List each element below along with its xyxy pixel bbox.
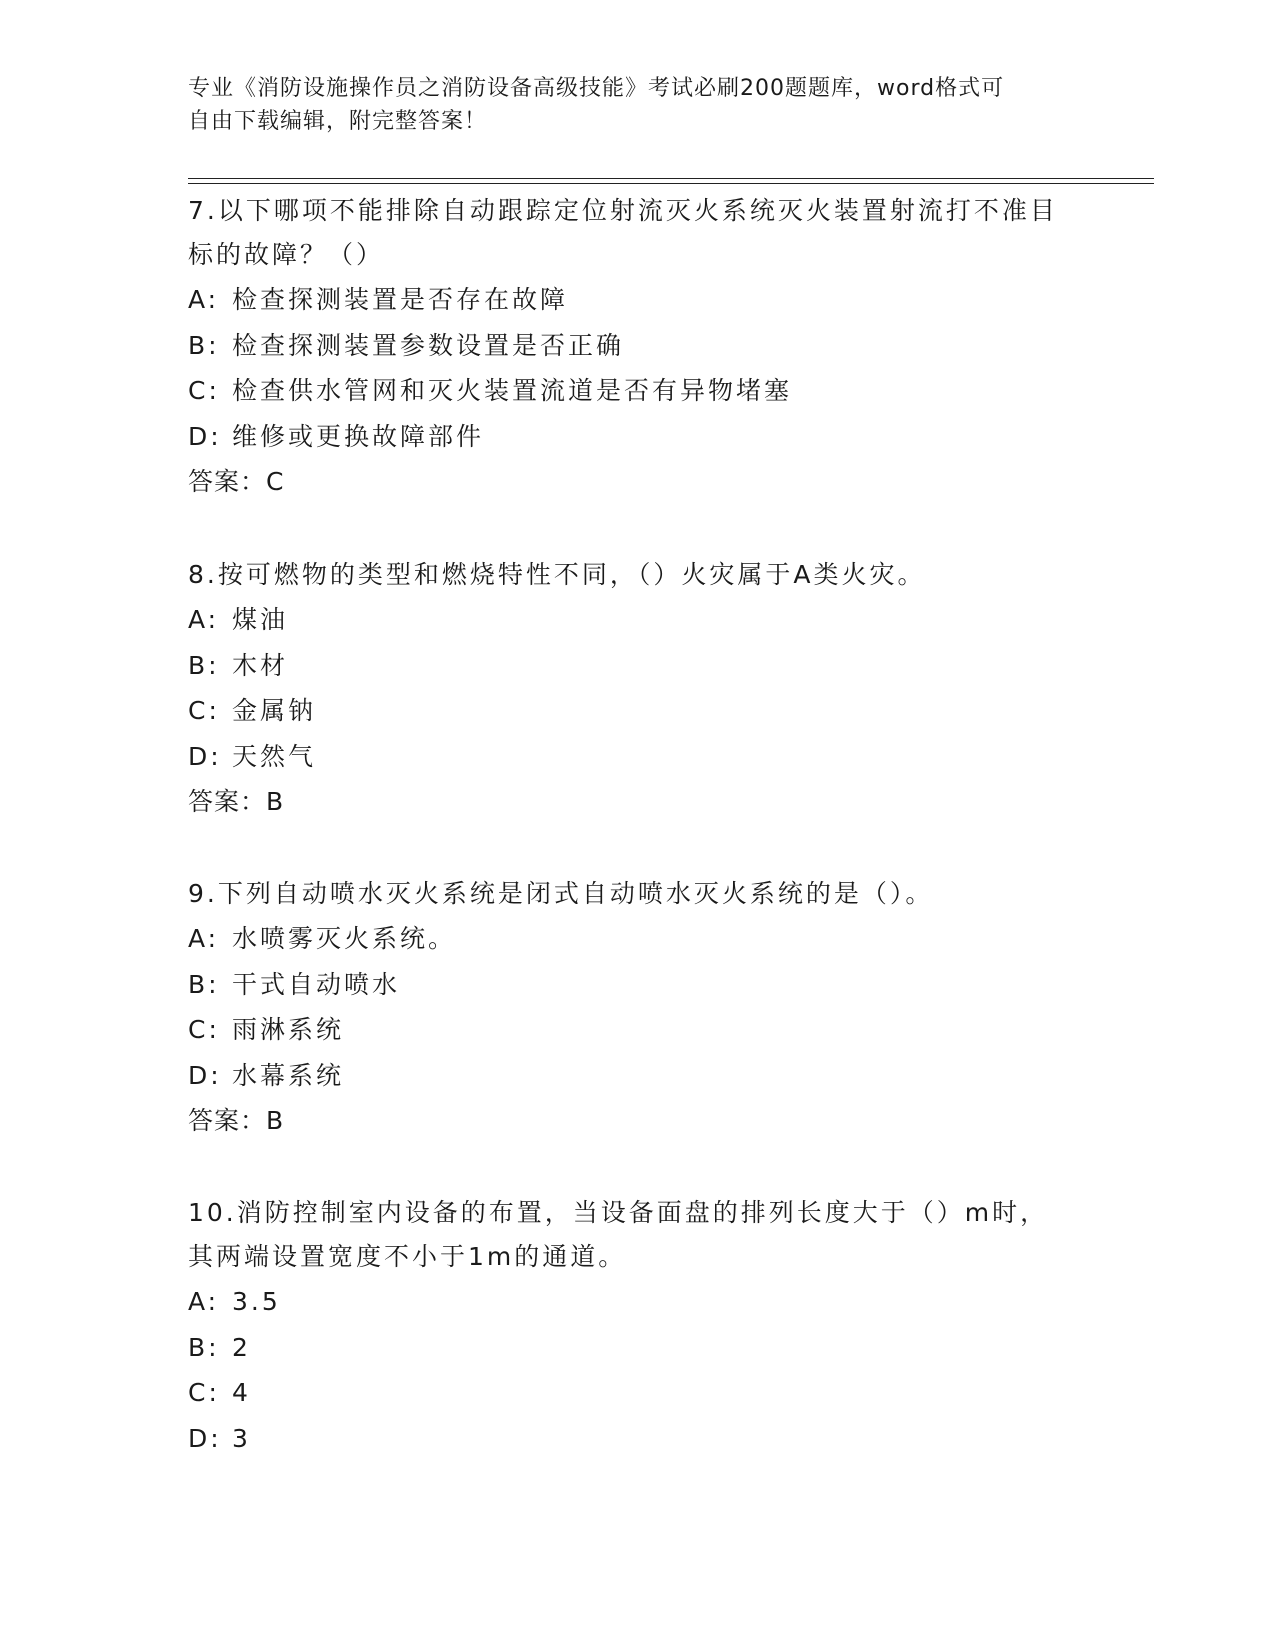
option-text: 木材 bbox=[232, 650, 289, 680]
option-b bbox=[188, 1325, 1068, 1371]
option-letter: A: bbox=[188, 285, 220, 314]
question-stem: 10.消防控制室内设备的布置，当设备面盘的排列长度大于（）m时，其两端设置宽度不小于1m的通道。 bbox=[188, 1198, 1049, 1271]
option-text: 煤油 bbox=[232, 605, 289, 634]
option-a bbox=[188, 1279, 1068, 1325]
answer-line: 答案：C bbox=[188, 467, 285, 496]
question-8 bbox=[188, 553, 1068, 825]
option-b bbox=[188, 323, 1068, 369]
document-header bbox=[188, 72, 1068, 138]
option-b bbox=[188, 962, 1068, 1008]
option-d bbox=[188, 414, 1068, 460]
option-letter: B: bbox=[188, 330, 220, 360]
option-letter: B: bbox=[188, 969, 220, 999]
option-letter: B: bbox=[188, 1332, 220, 1362]
answer-line: 答案：B bbox=[188, 787, 285, 816]
option-c bbox=[188, 688, 1068, 734]
question-stem: 7.以下哪项不能排除自动跟踪定位射流灭火系统灭火装置射流打不准目标的故障？（） bbox=[188, 196, 1058, 269]
header-divider-bottom bbox=[188, 183, 1154, 184]
option-text: 检查供水管网和灭火装置流道是否有异物堵塞 bbox=[232, 376, 793, 405]
option-letter: D: bbox=[188, 1423, 222, 1453]
option-text: 3 bbox=[232, 1423, 251, 1453]
option-text: 雨淋系统 bbox=[232, 1015, 345, 1044]
option-c bbox=[188, 1370, 1068, 1416]
option-d bbox=[188, 1416, 1068, 1462]
option-c bbox=[188, 368, 1068, 414]
option-text: 3.5 bbox=[232, 1287, 281, 1316]
option-text: 干式自动喷水 bbox=[232, 969, 401, 999]
option-text: 金属钠 bbox=[232, 696, 317, 725]
question-stem: 8.按可燃物的类型和燃烧特性不同，（）火灾属于A类火灾。 bbox=[188, 560, 926, 589]
option-letter: C: bbox=[188, 1015, 220, 1044]
header-divider-top bbox=[188, 178, 1154, 179]
option-text: 水幕系统 bbox=[232, 1060, 345, 1090]
option-d bbox=[188, 1053, 1068, 1099]
option-d bbox=[188, 734, 1068, 780]
question-9 bbox=[188, 872, 1068, 1144]
option-text: 检查探测装置参数设置是否正确 bbox=[232, 330, 625, 360]
option-a bbox=[188, 277, 1068, 323]
header-line-2: 自由下载编辑，附完整答案！ bbox=[188, 109, 488, 134]
answer-line: 答案：B bbox=[188, 1106, 285, 1135]
option-text: 水喷雾灭火系统。 bbox=[232, 924, 457, 953]
option-text: 检查探测装置是否存在故障 bbox=[232, 285, 569, 314]
option-a bbox=[188, 597, 1068, 643]
question-stem: 9.下列自动喷水灭火系统是闭式自动喷水灭火系统的是（）。 bbox=[188, 879, 934, 908]
question-7 bbox=[188, 189, 1068, 505]
option-letter: B: bbox=[188, 650, 220, 680]
option-text: 4 bbox=[232, 1378, 251, 1407]
option-b bbox=[188, 643, 1068, 689]
option-c bbox=[188, 1007, 1068, 1053]
option-text: 维修或更换故障部件 bbox=[232, 421, 485, 451]
option-letter: A: bbox=[188, 924, 220, 953]
option-letter: C: bbox=[188, 376, 220, 405]
option-text: 天然气 bbox=[232, 741, 317, 771]
option-letter: D: bbox=[188, 741, 222, 771]
option-letter: A: bbox=[188, 605, 220, 634]
option-letter: C: bbox=[188, 1378, 220, 1407]
option-a bbox=[188, 916, 1068, 962]
option-letter: D: bbox=[188, 421, 222, 451]
header-line-1: 专业《消防设施操作员之消防设备高级技能》考试必刷200题题库，word格式可 bbox=[188, 76, 1005, 101]
question-10 bbox=[188, 1191, 1068, 1461]
option-letter: D: bbox=[188, 1060, 222, 1090]
option-letter: A: bbox=[188, 1287, 220, 1316]
option-text: 2 bbox=[232, 1332, 251, 1362]
option-letter: C: bbox=[188, 696, 220, 725]
